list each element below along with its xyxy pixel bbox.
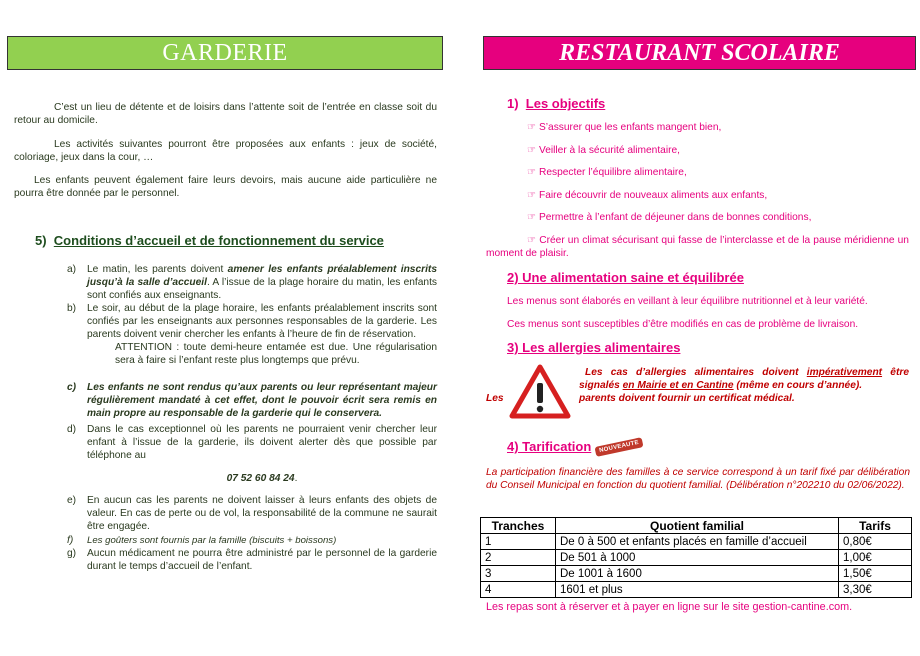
- col-header: Quotient familial: [556, 518, 839, 534]
- table-cell: De 501 à 1000: [556, 550, 839, 566]
- item-a-text: Le matin, les parents doivent: [87, 264, 228, 275]
- objective-text: Respecter l’équilibre alimentaire,: [538, 167, 687, 178]
- item-c-text: Les enfants ne sont rendus qu’aux parents ou leur représentant majeur régulièrement mandaté à cet effet, dont le pouvoir écrit sera remis en main propre au responsable de la garderie qui le conservera.: [87, 382, 437, 419]
- garderie-intro-1: C’est un lieu de détente et de loisirs dans l’attente soit de l’entrée en classe soit du retour au domicile.: [14, 102, 437, 126]
- item-a-text-end: . A l’issue de la plage horaire du matin, les enfants sont confiés aux enseignants.: [87, 277, 437, 301]
- list-item-a: [67, 263, 437, 303]
- allergies-heading: 3) Les allergies alimentaires: [507, 340, 681, 355]
- garderie-intro-2: Les activités suivantes pourront être proposées aux enfants : jeux de société, coloriage, jeux dans la cour, …: [14, 139, 437, 163]
- table-cell: 0,80€: [839, 534, 912, 550]
- warning-icon: [509, 364, 571, 420]
- tarification-title: 4) Tarification: [507, 439, 592, 454]
- allergies-t5: (même en cours d’année).: [733, 380, 863, 391]
- alimentation-text-1: Les menus sont élaborés en veillant à leur équilibre nutritionnel et à leur variété.: [507, 296, 868, 307]
- section-5-title: Conditions d’accueil et de fonctionnement du service: [53, 233, 384, 248]
- allergies-les: Les: [486, 393, 504, 404]
- list-item-f: [67, 534, 437, 547]
- alimentation-heading: 2) Une alimentation saine et équilibrée: [507, 270, 744, 285]
- objective-text: Faire découvrir de nouveaux aliments aux enfants,: [538, 190, 768, 201]
- objective-item: [527, 122, 721, 133]
- hand-pointer-icon: ☞: [527, 190, 537, 201]
- alimentation-text-2: Ces menus sont susceptibles d’être modifiés en cas de problème de livraison.: [507, 319, 859, 330]
- section-5-number: 5): [35, 233, 47, 248]
- list-label: f): [67, 535, 74, 546]
- allergies-t1: Les cas d’allergies alimentaires doivent: [585, 367, 807, 378]
- attention-note: ATTENTION : toute demi-heure entamée est due. Une régularisation sera à faire si l’enfant reste plus longtemps que prévu.: [115, 342, 437, 366]
- table-cell: 1,50€: [839, 566, 912, 582]
- hand-pointer-icon: ☞: [527, 167, 537, 178]
- item-a-emphasis: amener les enfants préalablement inscrits jusqu’à la salle d’accueil: [87, 264, 437, 288]
- list-item-d: [67, 423, 437, 463]
- item-b-text: Le soir, au début de la plage horaire, les enfants préalablement inscrits sont confiés par les enseignants aux personnes responsables de la garderie. Les parents doivent venir chercher les enfants à l’heure de fin de réservation.: [87, 303, 437, 340]
- list-item-g: [67, 547, 437, 575]
- objective-item: [527, 190, 767, 201]
- hand-pointer-icon: ☞: [527, 145, 537, 156]
- list-item-b: [67, 302, 437, 380]
- allergies-t4: en Mairie et en Cantine: [622, 380, 734, 391]
- tarification-text: La participation financière des familles à ce service correspond à un tarif fixé par délibération du Conseil Municipal en fonction du quotient familial. (Délibération n°202210 du 02/06/2022).: [486, 467, 910, 491]
- tarifs-table: [480, 517, 912, 598]
- table-cell: 1,00€: [839, 550, 912, 566]
- allergies-text: [579, 366, 909, 392]
- nouveaute-badge: NOUVEAUTE: [595, 437, 644, 457]
- allergies-t6: parents doivent fournir un certificat médical.: [579, 393, 795, 404]
- table-cell: 3,30€: [839, 582, 912, 598]
- item-e-text: En aucun cas les parents ne doivent laisser à leurs enfants des objets de valeur. En cas de perte ou de vol, la responsabilité de la commune ne saurait être engagée.: [87, 495, 437, 532]
- list-label: a): [67, 264, 77, 275]
- item-f-text: Les goûters sont fournis par la famille (biscuits + boissons): [87, 535, 337, 546]
- objectifs-title: Les objectifs: [525, 96, 606, 111]
- objective-item: [527, 167, 687, 178]
- tarification-heading: [507, 438, 644, 456]
- table-cell: De 0 à 500 et enfants placés en famille d’accueil: [556, 534, 839, 550]
- table-cell: 2: [481, 550, 556, 566]
- table-cell: 4: [481, 582, 556, 598]
- col-header: Tarifs: [839, 518, 912, 534]
- col-header: Tranches: [481, 518, 556, 534]
- objective-item: [527, 212, 811, 223]
- table-cell: 3: [481, 566, 556, 582]
- hand-pointer-icon: ☞: [527, 122, 537, 133]
- hand-pointer-icon: ☞: [527, 235, 537, 246]
- table-cell: 1601 et plus: [556, 582, 839, 598]
- objective-text: Permettre à l’enfant de déjeuner dans de bonnes conditions,: [538, 212, 812, 223]
- restaurant-title: RESTAURANT SCOLAIRE: [483, 36, 916, 70]
- garderie-title: GARDERIE: [7, 36, 443, 70]
- list-label: g): [67, 548, 77, 559]
- list-label: b): [67, 303, 77, 314]
- item-g-text: Aucun médicament ne pourra être administré par le personnel de la garderie durant le temps d’accueil de l’enfant.: [87, 548, 437, 572]
- phone-value: 07 52 60 84 24: [226, 473, 295, 484]
- table-row: [481, 550, 912, 566]
- list-label: e): [67, 495, 77, 506]
- section-5-heading: [35, 233, 384, 248]
- table-row: [481, 534, 912, 550]
- objectifs-number: 1): [507, 96, 519, 111]
- objective-text: Veiller à la sécurité alimentaire,: [538, 145, 680, 156]
- phone-suffix: .: [294, 473, 298, 484]
- list-label: d): [67, 424, 77, 435]
- tarification-footer: Les repas sont à réserver et à payer en ligne sur le site gestion-cantine.com.: [486, 601, 853, 613]
- table-row: [481, 582, 912, 598]
- garderie-intro-3: Les enfants peuvent également faire leurs devoirs, mais aucune aide particulière ne pourra être donnée par le personnel.: [14, 175, 437, 199]
- allergies-t2: impérativement: [806, 367, 883, 378]
- allergies-t3: être signalés: [579, 367, 909, 391]
- table-cell: 1: [481, 534, 556, 550]
- objectifs-heading: [507, 96, 605, 111]
- hand-pointer-icon: ☞: [527, 212, 537, 223]
- objective-text: Créer un climat sécurisant qui fasse de l’interclasse et de la pause méridienne un moment de plaisir.: [486, 235, 909, 259]
- list-label: c): [67, 382, 77, 393]
- objective-item: [527, 145, 680, 156]
- item-d-text: Dans le cas exceptionnel où les parents ne pourraient venir chercher leur enfant à l’issue de la garderie, ils doivent alerter dès que possible par téléphone au: [87, 424, 437, 461]
- list-item-e: [67, 494, 437, 534]
- objective-text: S’assurer que les enfants mangent bien,: [538, 122, 722, 133]
- table-row: [481, 566, 912, 582]
- table-cell: De 1001 à 1600: [556, 566, 839, 582]
- objective-item: [486, 234, 909, 260]
- table-header-row: [481, 518, 912, 534]
- phone-number: [87, 472, 437, 485]
- list-item-c: [67, 381, 437, 423]
